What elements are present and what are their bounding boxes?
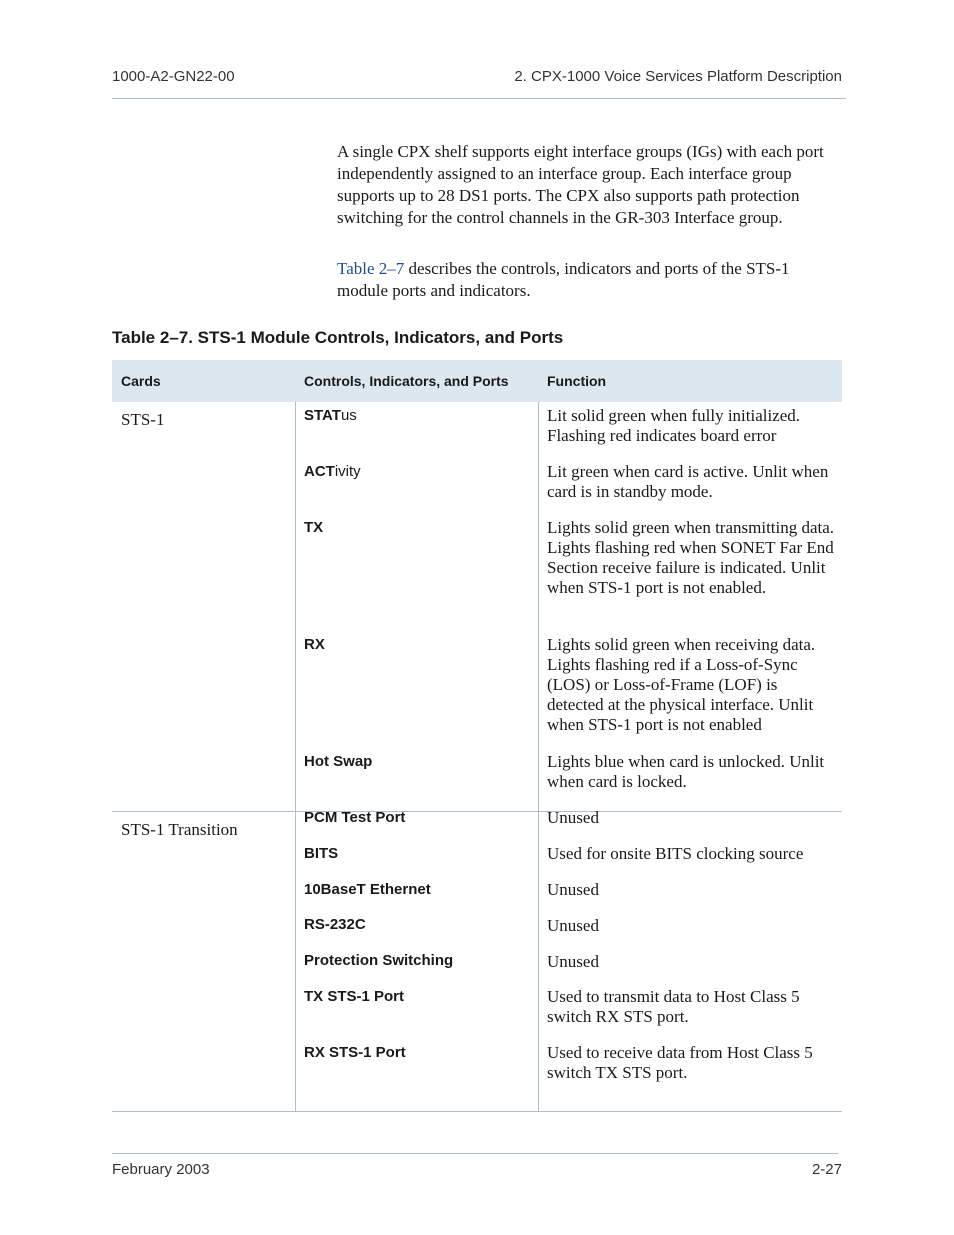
control-rx-led: RX <box>304 636 325 653</box>
function-description: Used for onsite BITS clocking source <box>547 844 804 863</box>
control-10baset-ethernet: 10BaseT Ethernet <box>304 881 431 898</box>
table-reference-paragraph <box>337 258 842 302</box>
function-description: Unused <box>547 808 599 827</box>
intro-paragraph <box>337 141 842 229</box>
function-description: Lights solid green when receiving data. Lights flashing red if a Loss-of-Sync (LOS) or Loss-of-Frame (LOF) is detected at the physical interface. Unlit when STS-1 port is not enabled <box>547 635 816 734</box>
function-description: Lit green when card is active. Unlit when card is in standby mode. <box>547 462 829 501</box>
card-name: STS-1 Transition <box>112 812 295 1112</box>
header-controls: Controls, Indicators, and Ports <box>295 360 538 402</box>
function-description: Unused <box>547 880 599 899</box>
control-rx-sts1-port: RX STS-1 Port <box>304 1044 406 1061</box>
table-header-row <box>112 360 842 402</box>
control-status-led: STATus <box>304 407 357 424</box>
control-activity-led: ACTivity <box>304 463 361 480</box>
table-cross-reference-link[interactable]: Table 2–7 <box>337 259 405 278</box>
control-rs232c: RS-232C <box>304 916 366 933</box>
function-description: Unused <box>547 952 599 971</box>
control-bits: BITS <box>304 845 339 862</box>
paragraph-rest: describes the controls, indicators and ports of the STS-1 module ports and indicators. <box>337 259 790 300</box>
table-title: Table 2–7. STS-1 Module Controls, Indicators, and Ports <box>112 328 564 347</box>
control-tx-led: TX <box>304 519 324 536</box>
function-description: Lit solid green when fully initialized. Flashing red indicates board error <box>547 406 801 445</box>
header-doc-number: 1000-A2-GN22-00 <box>112 68 235 85</box>
control-pcm-test-port: PCM Test Port <box>304 809 406 826</box>
paragraph-text: A single CPX shelf supports eight interface groups (IGs) with each port independently assigned to an interface group. Each interface group supports up to 28 DS1 ports. The CPX also supports path protection switching for the control channels in the GR-303 Interface group. <box>337 142 824 227</box>
header-cards: Cards <box>112 360 295 402</box>
function-description: Lights solid green when transmitting data. Lights flashing red when SONET Far End Section receive failure is indicated. Unlit when STS-1 port is not enabled. <box>547 518 835 597</box>
header-rule <box>112 98 846 99</box>
paragraph-text <box>337 258 842 302</box>
function-description: Unused <box>547 916 599 935</box>
function-description: Lights blue when card is unlocked. Unlit when card is locked. <box>547 752 825 791</box>
control-protection-switching: Protection Switching <box>304 952 454 969</box>
function-description: Used to transmit data to Host Class 5 switch RX STS port. <box>547 987 800 1026</box>
footer-date: February 2003 <box>112 1161 210 1178</box>
header-function: Function <box>538 360 842 402</box>
footer-rule <box>112 1153 838 1154</box>
control-tx-sts1-port: TX STS-1 Port <box>304 988 405 1005</box>
header-chapter-title: 2. CPX-1000 Voice Services Platform Description <box>514 68 842 85</box>
control-hot-swap-led: Hot Swap <box>304 753 373 770</box>
function-description: Used to receive data from Host Class 5 switch TX STS port. <box>547 1043 813 1082</box>
footer-page-number: 2-27 <box>811 1161 842 1178</box>
card-name: STS-1 <box>112 402 295 812</box>
